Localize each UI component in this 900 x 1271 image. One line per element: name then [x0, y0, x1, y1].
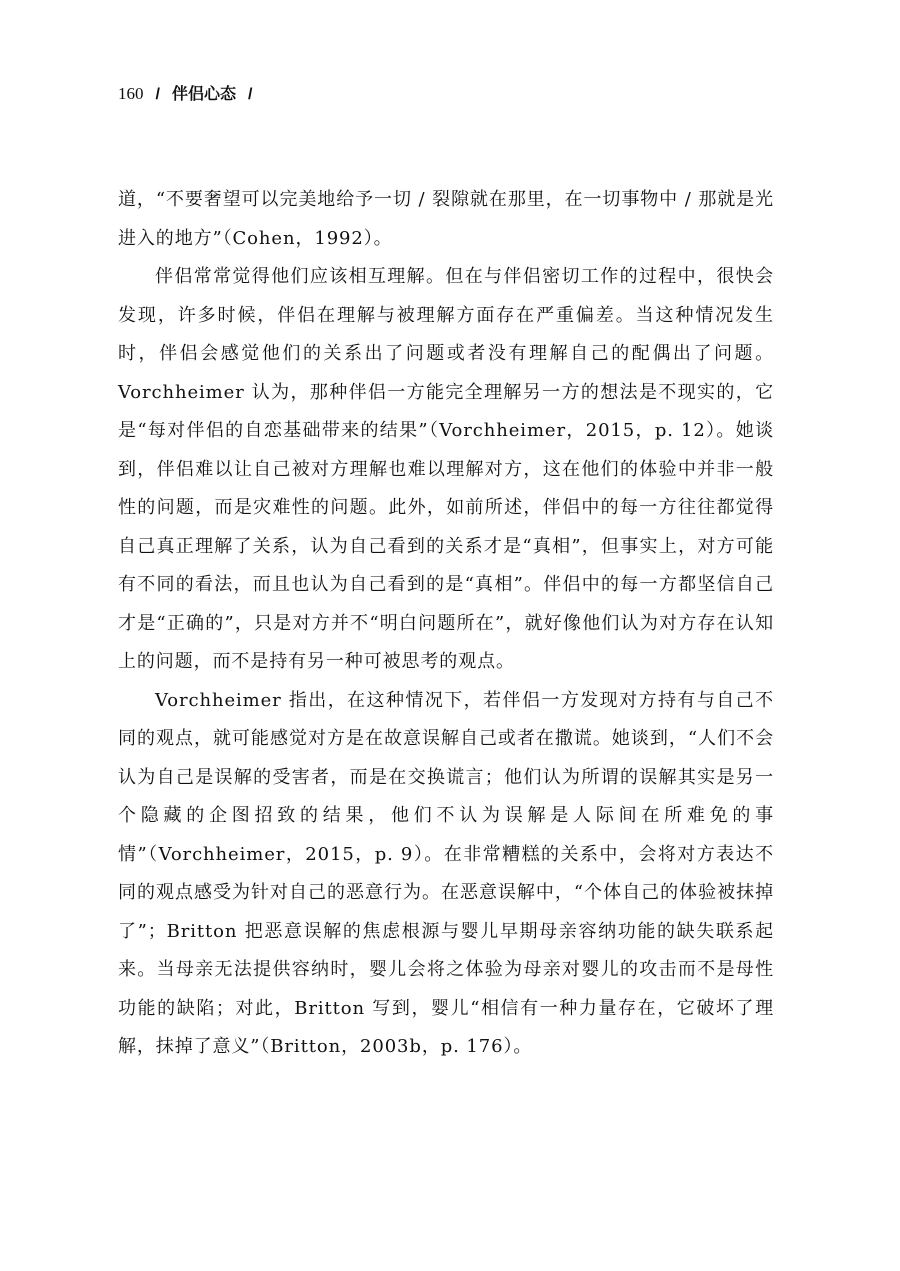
book-title: 伴侣心态: [171, 84, 236, 103]
header-separator: /: [155, 86, 160, 103]
body-text: [118, 181, 774, 1067]
page-number: 160: [118, 84, 144, 103]
paragraph-mutual-understanding: 伴侣常常觉得他们应该相互理解。但在与伴侣密切工作的过程中，很快会发现，许多时候，伴侣在理解与被理解方面存在严重偏差。当这种情况发生时，伴侣会感觉他们的关系出了问题或者没有理解自己的配偶出了问题。Vorchheimer 认为，那种伴侣一方能完全理解另一方的想法是不现实的，它是“每对伴侣的自恋基础带来的结果”（Vorchheimer，2015，p. 12）。她谈到，伴侣难以让自己被对方理解也难以理解对方，这在他们的体验中并非一般性的问题，而是灾难性的问题。此外，如前所述，伴侣中的每一方往往都觉得自己真正理解了关系，认为自己看到的关系才是“真相”，但事实上，对方可能有不同的看法，而且也认为自己看到的是“真相”。伴侣中的每一方都坚信自己才是“正确的”，只是对方并不“明白问题所在”，就好像他们认为对方存在认知上的问题，而不是持有另一种可被思考的观点。: [118, 266, 774, 672]
paragraph-malignant-misunderstanding: Vorchheimer 指出，在这种情况下，若伴侣一方发现对方持有与自己不同的观点，就可能感觉对方是在故意误解自己或者在撒谎。她谈到，“人们不会认为自己是误解的受害者，而是在交换谎言；他们认为所谓的误解其实是另一个隐藏的企图招致的结果，他们不认为误解是人际间在所难免的事情”（Vorchheimer，2015，p. 9）。在非常糟糕的关系中，会将对方表达不同的观点感受为针对自己的恶意行为。在恶意误解中，“个体自己的体验被抹掉了”；Britton 把恶意误解的焦虑根源与婴儿早期母亲容纳功能的缺失联系起来。当母亲无法提供容纳时，婴儿会将之体验为母亲对婴儿的攻击而不是母性功能的缺陷；对此，Britton 写到，婴儿“相信有一种力量存在，它破坏了理解，抹掉了意义”（Britton，2003b，p. 176）。: [118, 689, 774, 1057]
header-separator-trailing: /: [247, 86, 253, 103]
paragraph-continued: 道，“不要奢望可以完美地给予一切 / 裂隙就在那里，在一切事物中 / 那就是光进入的地方”（Cohen，1992）。: [118, 189, 774, 249]
running-header: [118, 82, 264, 107]
